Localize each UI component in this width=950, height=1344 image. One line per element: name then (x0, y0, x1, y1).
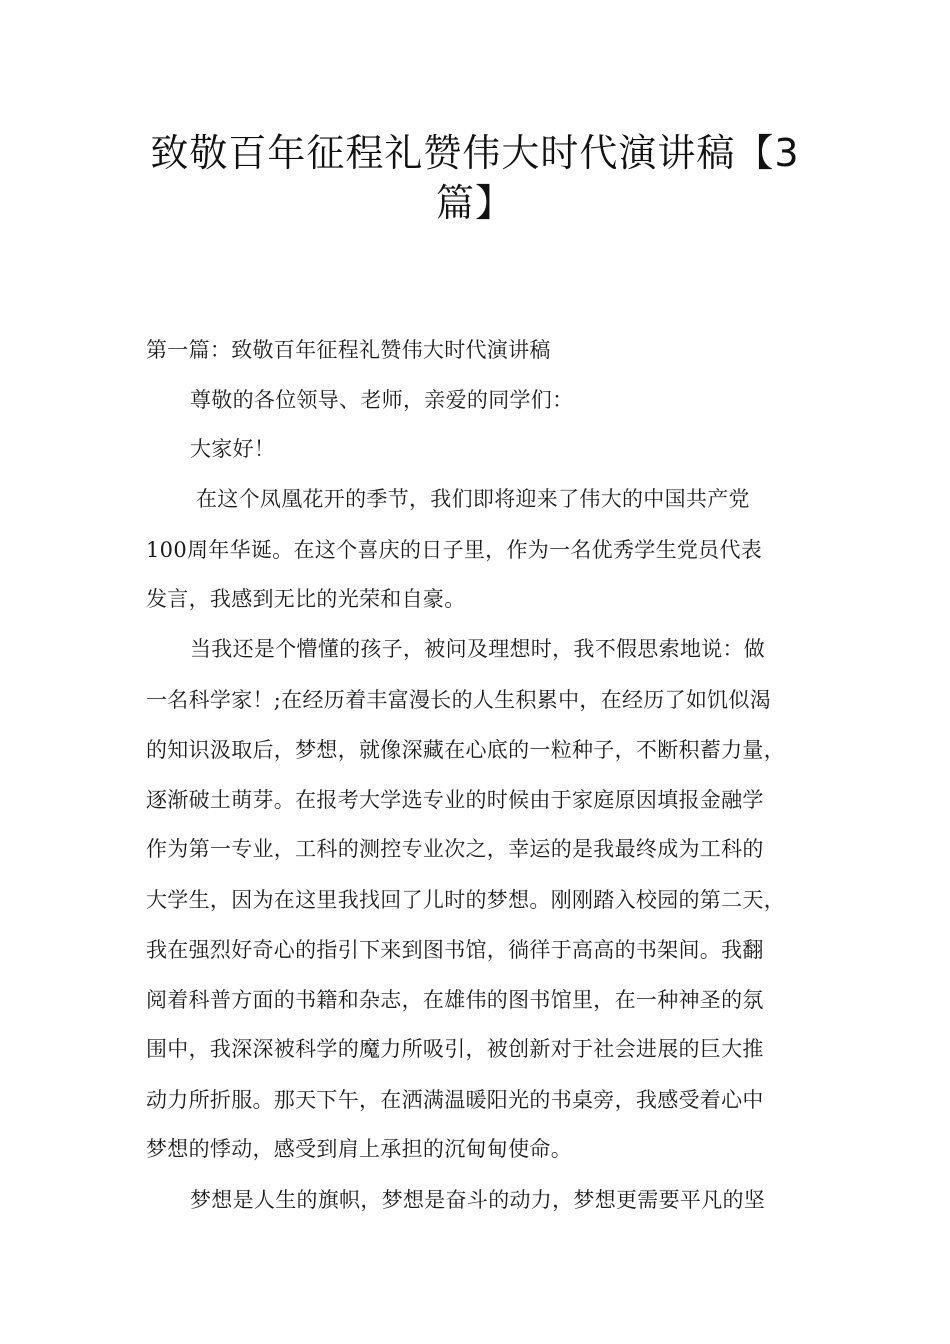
paragraph-line: 当我还是个懵懂的孩子，被问及理想时，我不假思索地说：做 (190, 637, 766, 661)
paragraph-line: 在这个凤凰花开的季节，我们即将迎来了伟大的中国共产党 (196, 487, 750, 511)
paragraph-line: 梦想是人生的旗帜，梦想是奋斗的动力，梦想更需要平凡的坚 (190, 1188, 766, 1212)
paragraph-line: 逐渐破土萌芽。在报考大学选专业的时候由于家庭原因填报金融学 (146, 788, 764, 812)
greeting: 大家好！ (190, 437, 276, 461)
salutation: 尊敬的各位领导、老师，亲爱的同学们： (190, 388, 574, 412)
paragraph-line: 阅着科普方面的书籍和杂志，在雄伟的图书馆里，在一种神圣的氛 (146, 988, 764, 1012)
paragraph-line: 梦想的悸动，感受到肩上承担的沉甸甸使命。 (146, 1137, 572, 1161)
paragraph-line: 一名科学家！;在经历着丰富漫长的人生积累中，在经历了如饥似渴 (146, 688, 772, 712)
paragraph-line: 围中，我深深被科学的魔力所吸引，被创新对于社会进展的巨大推 (146, 1037, 764, 1061)
paragraph-line: 的知识汲取后，梦想，就像深藏在心底的一粒种子，不断积蓄力量， (146, 738, 785, 762)
paragraph-line: 作为第一专业，工科的测控专业次之，幸运的是我最终成为工科的 (146, 837, 764, 861)
paragraph-line: 动力所折服。那天下午，在洒满温暖阳光的书桌旁，我感受着心中 (146, 1088, 764, 1112)
document-title-line-1: 致敬百年征程礼赞伟大时代演讲稿【3 (150, 131, 800, 175)
paragraph-line: 100周年华诞。在这个喜庆的日子里，作为一名优秀学生党员代表 (146, 538, 763, 562)
document-title-line-2: 篇】 (435, 181, 514, 225)
paragraph-line: 我在强烈好奇心的指引下来到图书馆，徜徉于高高的书架间。我翻 (146, 938, 764, 962)
paragraph-line: 发言，我感到无比的光荣和自豪。 (146, 587, 466, 611)
paragraph-line: 大学生，因为在这里我找回了儿时的梦想。刚刚踏入校园的第二天， (146, 888, 785, 912)
section-heading: 第一篇：致敬百年征程礼赞伟大时代演讲稿 (146, 338, 551, 362)
